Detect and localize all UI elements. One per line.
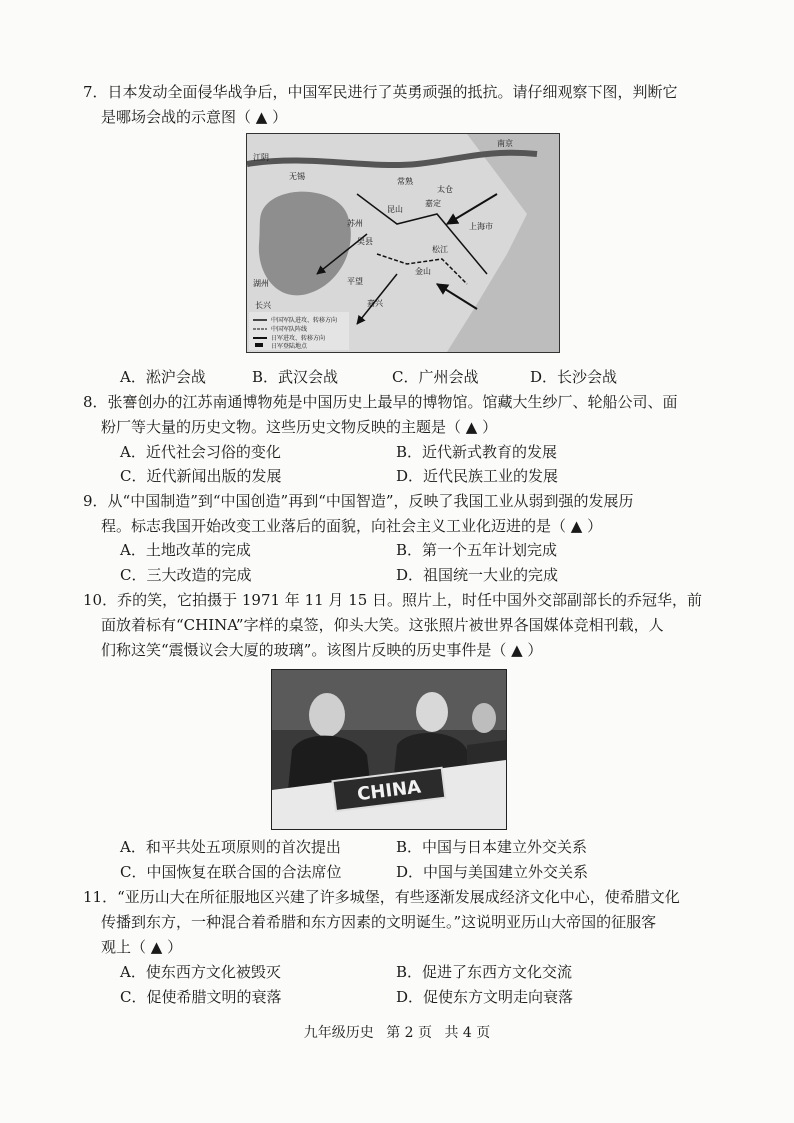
q9-stem-line2: 程。标志我国开始改变工业落后的面貌，向社会主义工业化迈进的是（ ▲ ） (101, 517, 603, 535)
q10-option-d[interactable]: D．中国与美国建立外交关系 (396, 863, 589, 881)
figure-head-3 (472, 703, 496, 733)
q10-stem-line3: 们称这笑“震慑议会大厦的玻璃”。该图片反映的历史事件是（ ▲ ） (101, 641, 543, 659)
chinese-front-line (357, 194, 487, 274)
q7-option-c[interactable]: C．广州会战 (392, 368, 479, 386)
footer-subject: 九年级历史 (303, 1025, 374, 1041)
map-label-changxing: 长兴 (255, 301, 271, 310)
q7-stem-line1: 7．日本发动全面侵华战争后，中国军民进行了英勇顽强的抵抗。请仔细观察下图，判断它 (83, 83, 678, 101)
map-label-pingwang: 平望 (347, 277, 363, 286)
q9-stem-line1: 9．从“中国制造”到“中国创造”再到“中国智造”，反映了我国工业从弱到强的发展历 (83, 492, 634, 510)
q8-stem-line1: 8．张謇创办的江苏南通博物苑是中国历史上最早的博物馆。馆藏大生纱厂、轮船公司、面 (83, 393, 678, 411)
footer-total: 共 4 页 (444, 1025, 491, 1041)
taihu-lake (259, 192, 351, 296)
map-label-jiangyin: 江阴 (253, 153, 269, 162)
legend-item-4: 日军登陆地点 (271, 343, 308, 350)
map-label-kunshan: 昆山 (387, 205, 403, 214)
japan-attack-arrow-1 (447, 194, 497, 224)
map-label-jiaxing: 嘉兴 (367, 299, 383, 308)
map-label-shanghai: 上海市 (469, 222, 493, 231)
q10-option-b[interactable]: B．中国与日本建立外交关系 (396, 838, 588, 856)
photo-svg (272, 670, 506, 829)
map-label-songjiang: 松江 (432, 245, 448, 254)
sea-area (447, 134, 559, 352)
figure-head-1 (309, 693, 345, 737)
figure-head-2 (416, 692, 448, 732)
q7-option-d[interactable]: D．长沙会战 (530, 368, 618, 386)
q8-option-c[interactable]: C．近代新闻出版的发展 (120, 467, 282, 485)
map-label-wuxian: 吴县 (357, 237, 373, 246)
legend-item-1: 中国军队进攻、转移方向 (271, 317, 338, 324)
q8-option-a[interactable]: A．近代社会习俗的变化 (120, 443, 281, 461)
q9-option-b[interactable]: B．第一个五年计划完成 (396, 541, 558, 559)
q11-stem-line3: 观上（ ▲ ） (101, 938, 183, 956)
page-footer (0, 1022, 794, 1042)
map-label-suzhou: 苏州 (347, 219, 363, 228)
map-label-wuxi: 无锡 (289, 172, 305, 181)
q9-option-d[interactable]: D．祖国统一大业的完成 (396, 566, 559, 584)
japan-attack-arrow-2 (437, 284, 477, 309)
legend-item-2: 中国军队阵线 (271, 326, 308, 333)
q7-option-a[interactable]: A．淞沪会战 (120, 368, 206, 386)
map-label-jiading: 嘉定 (425, 199, 441, 208)
q8-stem-line2: 粉厂等大量的历史文物。这些历史文物反映的主题是（ ▲ ） (101, 418, 498, 436)
map-label-taicang: 太仓 (437, 185, 453, 194)
legend-item-3: 日军进攻、转移方向 (271, 335, 326, 342)
q11-option-a[interactable]: A．使东西方文化被毁灭 (120, 963, 281, 981)
q9-option-c[interactable]: C．三大改造的完成 (120, 566, 252, 584)
map-label-huzhou: 湖州 (253, 279, 269, 288)
q10-option-a[interactable]: A．和平共处五项原则的首次提出 (120, 838, 341, 856)
battle-map-svg (247, 134, 559, 352)
q8-option-d[interactable]: D．近代民族工业的发展 (396, 467, 559, 485)
q9-option-a[interactable]: A．土地改革的完成 (120, 541, 251, 559)
footer-page: 第 2 页 (386, 1025, 432, 1041)
battle-map-figure (246, 133, 560, 353)
q11-option-c[interactable]: C．促使希腊文明的衰落 (120, 988, 282, 1006)
qiao-guanhua-photo (271, 669, 507, 830)
q11-stem-line1: 11．“亚历山大在所征服地区兴建了许多城堡，有些逐渐发展成经济文化中心，使希腊文化 (83, 888, 680, 906)
q11-option-b[interactable]: B．促进了东西方文化交流 (396, 963, 573, 981)
map-label-jinshan: 金山 (415, 267, 431, 276)
q11-option-d[interactable]: D．促使东方文明走向衰落 (396, 988, 574, 1006)
q8-option-b[interactable]: B．近代新式教育的发展 (396, 443, 558, 461)
q10-stem-line2: 面放着标有“CHINA”字样的桌签，仰头大笑。这张照片被世界各国媒体竞相刊载，人 (101, 616, 664, 634)
q10-stem-line1: 10．乔的笑，它拍摄于 1971 年 11 月 15 日。照片上，时任中国外交部副部长的乔冠华，前 (83, 591, 703, 609)
q7-option-b[interactable]: B．武汉会战 (252, 368, 339, 386)
map-label-changshu: 常熟 (397, 177, 413, 186)
q11-stem-line2: 传播到东方，一种混合着希腊和东方因素的文明诞生。”这说明亚历山大帝国的征服客 (101, 913, 657, 931)
q7-stem-line2: 是哪场会战的示意图（ ▲ ） (101, 108, 288, 126)
q10-option-c[interactable]: C．中国恢复在联合国的合法席位 (120, 863, 342, 881)
map-label-nanjing: 南京 (497, 139, 513, 148)
china-sign-text: CHINA (356, 776, 423, 806)
